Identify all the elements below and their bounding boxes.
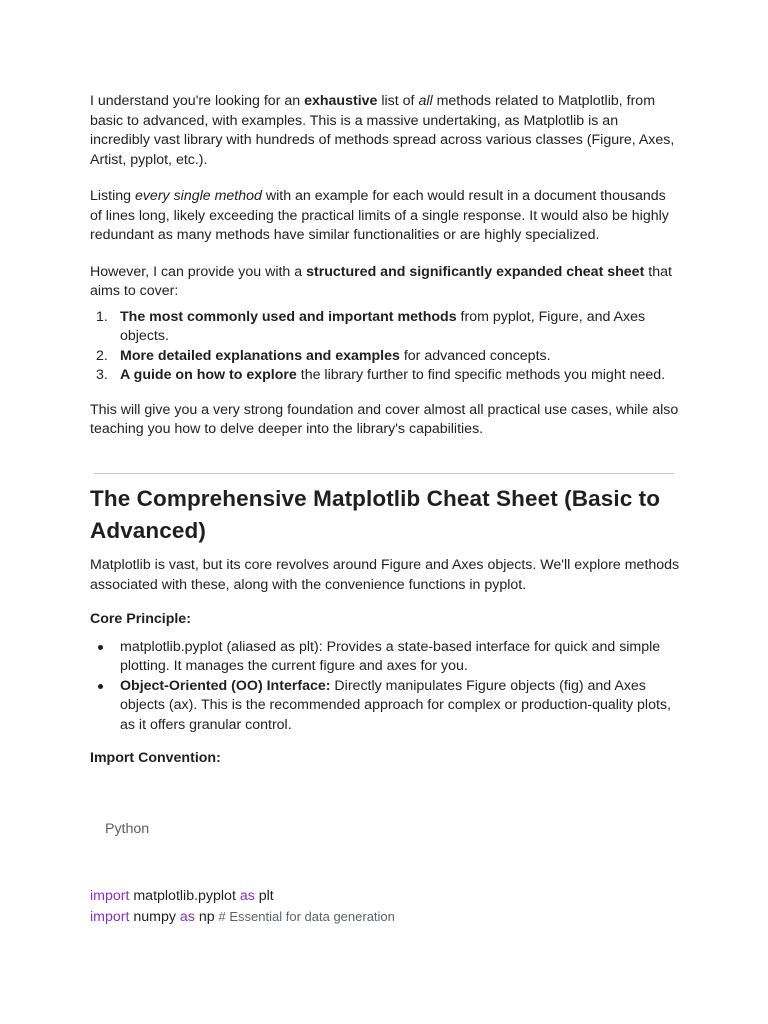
list-item: Object-Oriented (OO) Interface: Directly manipulates Figure objects (fig) and Axes objects (ax). This is the recommended approach for complex or production-quality plots, as it offers granular control. <box>90 677 680 736</box>
list-item: 1. The most commonly used and important methods from pyplot, Figure, and Axes objects. <box>96 308 646 344</box>
core-principle-heading: Core Principle: <box>90 611 191 627</box>
code-line: import numpy as np # Essential for data generation <box>90 908 395 925</box>
list-item: matplotlib.pyplot (aliased as plt): Provides a state-based interface for quick and simple plotting. It manages the current figure and axes for you. <box>90 638 680 677</box>
section-heading: The Comprehensive Matplotlib Cheat Sheet (Basic to Advanced) <box>90 486 661 543</box>
code-block[interactable] <box>90 887 395 927</box>
import-convention-heading: Import Convention: <box>90 750 221 766</box>
intro-paragraph: I understand you're looking for an exhaustive list of all methods related to Matplotlib, from basic to advanced, with examples. This is a massive undertaking, as Matplotlib is an incredibly vast library with hundreds of methods spread across various classes (Figure, Axes, Artist, pyplot, etc.). <box>90 93 675 168</box>
intro-section <box>90 92 680 440</box>
numbered-list <box>90 308 680 386</box>
code-keyword: as <box>239 888 255 904</box>
bullet-icon <box>98 645 103 650</box>
listing-paragraph: Listing every single method with an example for each would result in a document thousands of lines long, likely exceeding the practical limits of a single response. It would also be highly redundant as many methods have similar functionalities or are highly specialized. <box>90 188 669 243</box>
code-keyword: import <box>90 888 130 904</box>
list-item: 2. More detailed explanations and examples for advanced concepts. <box>96 347 551 364</box>
horizontal-divider <box>94 473 674 474</box>
however-paragraph: However, I can provide you with a structured and significantly expanded cheat sheet that aims to cover: <box>90 263 672 299</box>
code-keyword: import <box>90 908 130 925</box>
foundation-paragraph: This will give you a very strong foundation and cover almost all practical use cases, while also teaching you how to delve deeper into the library's capabilities. <box>90 401 679 437</box>
code-line: import matplotlib.pyplot as plt <box>90 888 274 904</box>
code-language-label: Python <box>105 821 150 837</box>
cheat-sheet-body <box>90 556 680 735</box>
code-keyword: as <box>179 908 195 925</box>
bullet-list <box>90 638 680 736</box>
list-item: 3. A guide on how to explore the library further to find specific methods you might need. <box>96 367 666 383</box>
bullet-icon <box>98 684 103 689</box>
code-comment: # Essential for data generation <box>218 908 395 924</box>
overview-paragraph: Matplotlib is vast, but its core revolves around Figure and Axes objects. We'll explore methods associated with these, along with the convenience functions in pyplot. <box>90 557 680 593</box>
